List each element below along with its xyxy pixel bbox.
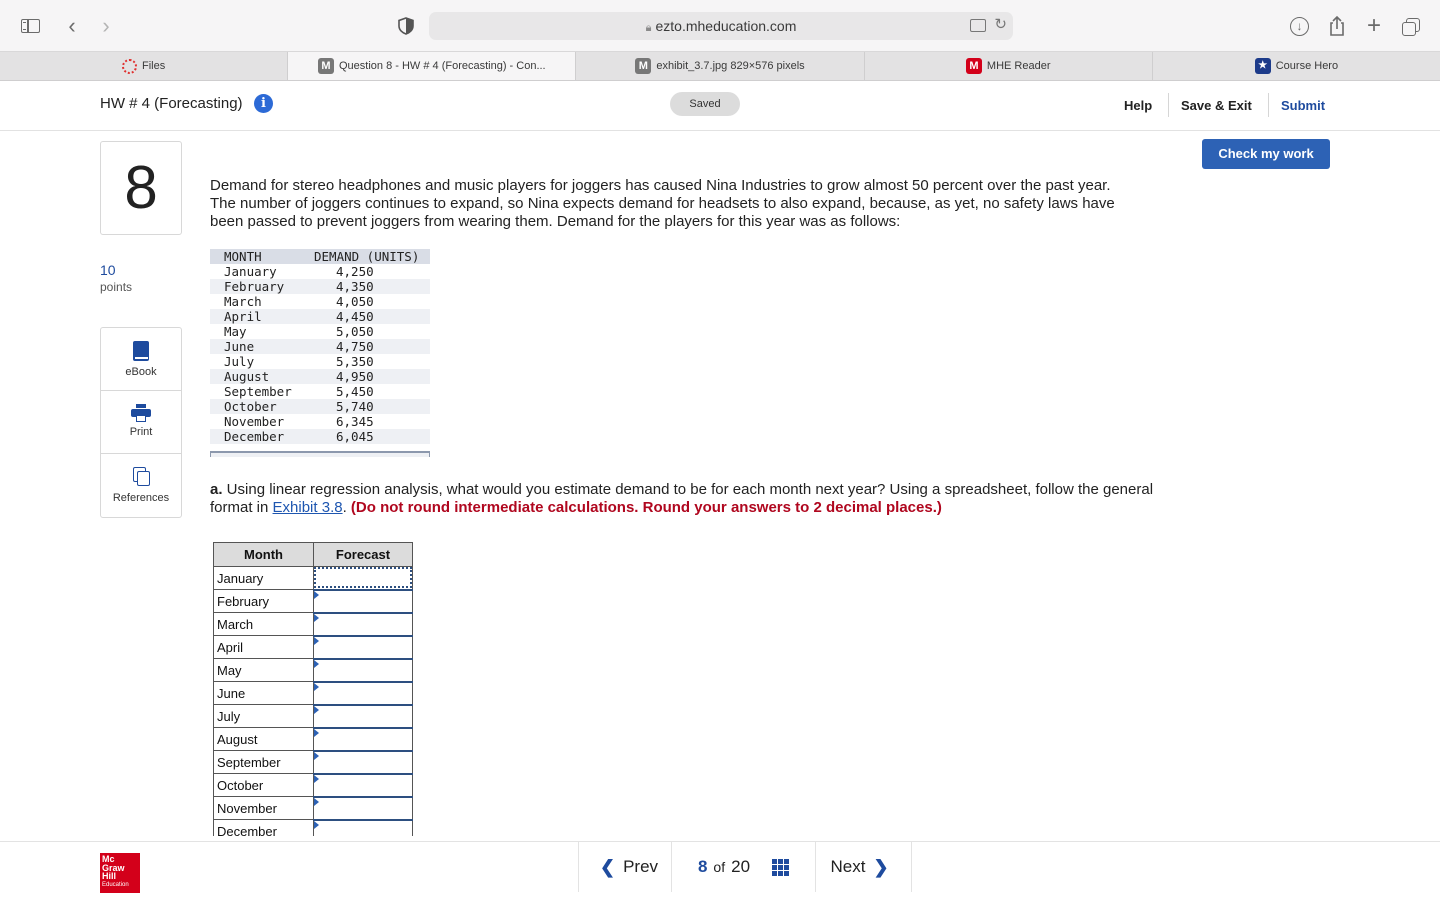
month-cell: July bbox=[214, 705, 314, 728]
demand-row bbox=[210, 294, 430, 309]
forecast-input-cell[interactable] bbox=[314, 797, 413, 820]
forecast-row bbox=[214, 728, 413, 751]
month-cell: January bbox=[214, 567, 314, 590]
privacy-shield-icon[interactable] bbox=[396, 16, 416, 36]
demand-row bbox=[210, 429, 430, 444]
demand-cell: 4,450 bbox=[298, 309, 430, 324]
course-hero-icon: ★ bbox=[1255, 58, 1271, 74]
demand-cell: 5,050 bbox=[336, 324, 374, 339]
page-indicator[interactable] bbox=[671, 842, 815, 892]
problem-statement: Demand for stereo headphones and music players for joggers has caused Nina Industries to grow almost 50 percent over the past year. The number of joggers continues to expand, so Nina expects demand for headsets to also expand, because, as yet, no safety laws have been passed to prevent joggers from wearing them. Demand for the players for this year was as follows: bbox=[210, 177, 1115, 230]
forecast-row bbox=[214, 820, 413, 837]
forecast-row bbox=[214, 590, 413, 613]
demand-row bbox=[210, 264, 430, 279]
share-icon[interactable] bbox=[1325, 14, 1349, 38]
forecast-input-cell[interactable] bbox=[314, 567, 413, 590]
demand-row bbox=[210, 399, 430, 414]
cell-marker-icon bbox=[314, 821, 319, 829]
forecast-input-cell[interactable] bbox=[314, 820, 413, 837]
demand-row bbox=[210, 354, 430, 369]
check-my-work-button[interactable]: Check my work bbox=[1202, 139, 1330, 169]
cell-marker-icon bbox=[314, 614, 319, 622]
forecast-input-cell[interactable] bbox=[314, 613, 413, 636]
references-button[interactable] bbox=[101, 454, 181, 517]
month-cell: June bbox=[210, 339, 298, 354]
logo-text: Hill bbox=[102, 871, 117, 881]
forecast-table-body bbox=[214, 567, 413, 837]
tab-label: MHE Reader bbox=[986, 60, 1051, 72]
tab-exhibit-image[interactable] bbox=[576, 52, 864, 80]
help-button[interactable]: Help bbox=[1124, 98, 1153, 113]
url-text: ezto.mheducation.com bbox=[655, 18, 797, 34]
tab-mhe-reader[interactable] bbox=[865, 52, 1153, 80]
month-cell: July bbox=[224, 354, 255, 369]
print-button[interactable] bbox=[101, 391, 181, 454]
forecast-input[interactable] bbox=[314, 706, 412, 726]
month-cell: November bbox=[214, 797, 314, 820]
footer bbox=[0, 841, 1440, 900]
forecast-row bbox=[214, 567, 413, 590]
month-cell: April bbox=[214, 636, 314, 659]
logo-text: Graw bbox=[102, 862, 125, 873]
tab-overview-icon[interactable] bbox=[1399, 14, 1423, 38]
demand-cell: 4,350 bbox=[298, 279, 430, 294]
forecast-input[interactable] bbox=[314, 729, 412, 749]
demand-cell: 5,450 bbox=[336, 384, 374, 399]
forecast-input[interactable] bbox=[314, 660, 412, 680]
month-cell: December bbox=[214, 820, 314, 837]
month-cell: September bbox=[224, 384, 292, 399]
forecast-row bbox=[214, 659, 413, 682]
next-label: Next bbox=[830, 857, 866, 876]
mcgraw-hill-logo bbox=[100, 853, 140, 893]
forecast-input[interactable] bbox=[314, 614, 412, 634]
month-cell: February bbox=[214, 590, 314, 613]
mhe-icon: M bbox=[966, 58, 982, 74]
demand-cell: 4,950 bbox=[298, 369, 430, 384]
header-divider bbox=[1268, 93, 1269, 117]
logo-text: Mc bbox=[102, 854, 115, 864]
cell-marker-icon bbox=[314, 775, 319, 783]
forecast-input[interactable] bbox=[314, 821, 412, 836]
tab-strip bbox=[0, 52, 1440, 81]
month-cell: June bbox=[214, 682, 314, 705]
forecast-row bbox=[214, 682, 413, 705]
tool-label: References bbox=[112, 492, 170, 504]
submit-button[interactable]: Submit bbox=[1281, 98, 1326, 113]
part-text: . bbox=[342, 499, 351, 516]
references-icon bbox=[131, 467, 151, 487]
header-divider bbox=[1168, 93, 1169, 117]
m-icon: M bbox=[318, 58, 334, 74]
tab-label: Files bbox=[141, 60, 166, 72]
forecast-input-cell[interactable] bbox=[314, 636, 413, 659]
demand-row bbox=[210, 309, 430, 324]
month-cell: October bbox=[210, 399, 298, 414]
chevron-left-icon: ❮ bbox=[599, 856, 616, 877]
demand-cell: 4,050 bbox=[336, 294, 374, 309]
column-header-forecast: Forecast bbox=[314, 543, 413, 567]
forecast-input-cell[interactable] bbox=[314, 659, 413, 682]
forecast-table-header bbox=[214, 543, 413, 567]
month-cell: August bbox=[210, 369, 298, 384]
cell-marker-icon bbox=[314, 660, 319, 668]
forecast-input[interactable] bbox=[314, 637, 412, 657]
forecast-input[interactable] bbox=[314, 752, 412, 772]
demand-cell: 6,345 bbox=[336, 414, 374, 429]
column-header-demand: DEMAND (UNITS) bbox=[298, 249, 430, 264]
demand-row bbox=[210, 339, 430, 354]
assignment-header bbox=[0, 81, 1440, 131]
logo-text: Education bbox=[102, 881, 129, 888]
tab-question-8[interactable] bbox=[288, 52, 576, 80]
question-part-a bbox=[210, 481, 1170, 517]
column-header-month: MONTH bbox=[210, 249, 298, 264]
demand-cell: 4,750 bbox=[298, 339, 430, 354]
forecast-input-cell[interactable] bbox=[314, 751, 413, 774]
cell-marker-icon bbox=[314, 683, 319, 691]
tab-label: exhibit_3.7.jpg 829×576 pixels bbox=[656, 60, 805, 72]
demand-cell: 5,740 bbox=[298, 399, 430, 414]
month-cell: May bbox=[214, 659, 314, 682]
new-tab-plus-icon[interactable]: + bbox=[1366, 12, 1381, 39]
column-header-month: Month bbox=[214, 543, 314, 567]
tool-label: eBook bbox=[125, 366, 157, 378]
forecast-table-container[interactable] bbox=[213, 542, 413, 836]
cell-marker-icon bbox=[314, 752, 319, 760]
cell-marker-icon bbox=[314, 706, 319, 714]
m-icon: M bbox=[635, 58, 651, 74]
address-bar[interactable] bbox=[429, 12, 1013, 40]
prev-button[interactable] bbox=[578, 842, 671, 892]
forecast-input[interactable] bbox=[314, 683, 412, 703]
forecast-input-cell[interactable] bbox=[314, 705, 413, 728]
forecast-input[interactable] bbox=[314, 798, 412, 818]
tab-files[interactable] bbox=[0, 52, 288, 80]
prev-label: Prev bbox=[623, 857, 659, 876]
assignment-title: HW # 4 (Forecasting) bbox=[100, 95, 243, 112]
month-cell: January bbox=[224, 264, 277, 279]
forecast-input-cell[interactable] bbox=[314, 774, 413, 797]
forecast-input-cell[interactable] bbox=[314, 728, 413, 751]
month-cell: April bbox=[210, 309, 298, 324]
current-page: 8 bbox=[697, 857, 708, 876]
browser-toolbar bbox=[0, 0, 1440, 52]
chevron-right-icon: ❯ bbox=[873, 856, 889, 877]
points-label: points bbox=[100, 280, 133, 294]
forecast-input[interactable] bbox=[314, 775, 412, 795]
reader-view-icon[interactable] bbox=[970, 19, 986, 32]
demand-cell: 6,045 bbox=[298, 429, 430, 444]
next-button[interactable] bbox=[815, 842, 912, 892]
demand-row bbox=[210, 414, 430, 429]
forecast-input[interactable] bbox=[314, 591, 412, 611]
month-cell: March bbox=[214, 613, 314, 636]
forecast-row bbox=[214, 797, 413, 820]
reload-icon[interactable]: ↻ bbox=[994, 16, 1007, 33]
info-icon[interactable]: i bbox=[254, 94, 273, 113]
points-value: 10 bbox=[100, 262, 116, 278]
forecast-row bbox=[214, 774, 413, 797]
demand-row bbox=[210, 279, 430, 294]
forecast-table bbox=[213, 542, 413, 836]
ebook-button[interactable] bbox=[101, 328, 181, 391]
demand-row bbox=[210, 369, 430, 384]
files-icon bbox=[122, 59, 137, 74]
saved-status-badge: Saved bbox=[670, 92, 740, 116]
total-pages: 20 bbox=[731, 857, 751, 876]
demand-table-header bbox=[210, 249, 430, 264]
table-scrollbar[interactable] bbox=[210, 451, 430, 457]
forecast-row bbox=[214, 613, 413, 636]
demand-table bbox=[210, 249, 430, 444]
demand-row bbox=[210, 384, 430, 399]
part-label: a. bbox=[210, 481, 223, 498]
cell-marker-icon bbox=[314, 729, 319, 737]
back-chevron-icon[interactable]: ‹ bbox=[68, 13, 76, 38]
month-cell: February bbox=[210, 279, 298, 294]
month-cell: September bbox=[214, 751, 314, 774]
month-cell: November bbox=[224, 414, 285, 429]
tab-label: Course Hero bbox=[1275, 60, 1339, 72]
forecast-row bbox=[214, 705, 413, 728]
tab-course-hero[interactable] bbox=[1153, 52, 1440, 80]
month-cell: May bbox=[224, 324, 247, 339]
forecast-row bbox=[214, 751, 413, 774]
demand-cell: 5,350 bbox=[336, 354, 374, 369]
demand-row bbox=[210, 324, 430, 339]
forecast-input-cell[interactable] bbox=[314, 682, 413, 705]
part-text: Using linear regression analysis, what would you estimate demand to be for each month next year? Using a spreadsheet, follow the general format in bbox=[210, 481, 1154, 516]
sidebar-toggle-icon[interactable] bbox=[19, 14, 43, 38]
tool-label: Print bbox=[129, 426, 153, 438]
of-label: of bbox=[713, 859, 726, 875]
month-cell: October bbox=[214, 774, 314, 797]
month-cell: August bbox=[214, 728, 314, 751]
demand-table-body bbox=[210, 264, 430, 444]
cell-marker-icon bbox=[314, 591, 319, 599]
question-number: 8 bbox=[100, 141, 182, 235]
demand-cell: 4,250 bbox=[336, 264, 374, 279]
forecast-input-cell[interactable] bbox=[314, 590, 413, 613]
forecast-row bbox=[214, 636, 413, 659]
print-icon bbox=[131, 407, 151, 421]
question-tools bbox=[100, 327, 182, 518]
cell-marker-icon bbox=[314, 798, 319, 806]
exhibit-link[interactable]: Exhibit 3.8 bbox=[272, 499, 343, 516]
tab-label: Question 8 - HW # 4 (Forecasting) - Con... bbox=[338, 60, 546, 72]
question-pager bbox=[578, 842, 912, 892]
lock-icon: 🔒︎ bbox=[645, 22, 652, 34]
cell-marker-icon bbox=[314, 637, 319, 645]
downloads-icon[interactable]: ↓ bbox=[1288, 14, 1312, 38]
ebook-icon bbox=[133, 341, 149, 361]
forecast-input[interactable] bbox=[314, 567, 412, 588]
rounding-instruction: (Do not round intermediate calculations. Round your answers to 2 decimal places.) bbox=[350, 499, 942, 516]
month-cell: March bbox=[224, 294, 262, 309]
forward-chevron-icon[interactable]: › bbox=[102, 13, 110, 38]
month-cell: December bbox=[210, 429, 298, 444]
save-exit-button[interactable]: Save & Exit bbox=[1181, 98, 1252, 113]
grid-icon[interactable] bbox=[772, 859, 789, 876]
